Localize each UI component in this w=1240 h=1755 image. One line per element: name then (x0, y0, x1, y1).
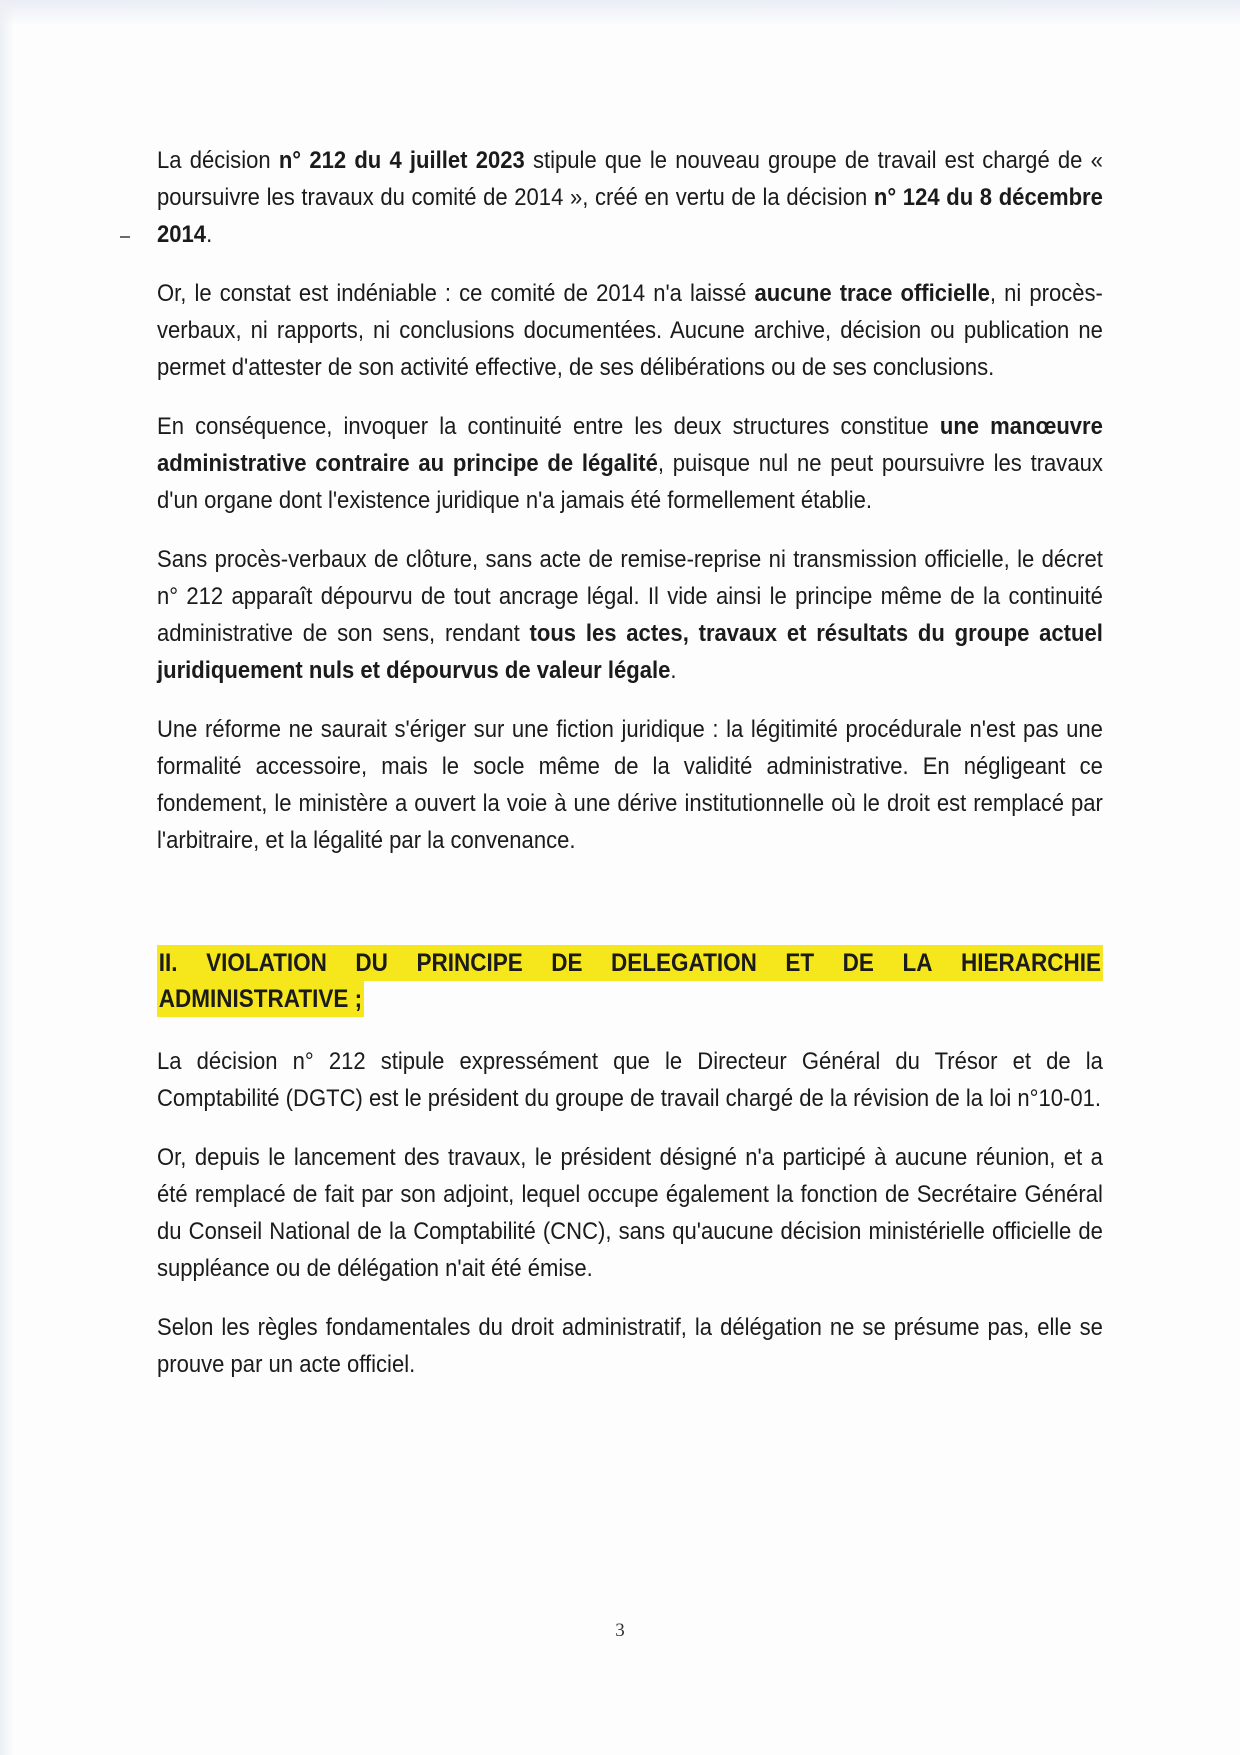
section-delegation (157, 1043, 1103, 1383)
section-legality (157, 142, 1103, 859)
page-number: 3 (615, 1620, 625, 1641)
bold-text: tous les actes, travaux et résultats du groupe actuel juridiquement nuls et dépourvus de valeur légale (157, 620, 1103, 684)
paragraph-p4 (157, 541, 1103, 689)
text-run: Sans procès-verbaux de clôture, sans acte de remise-reprise ni transmission officielle, le décret n° 212 apparaît dépourvu de tout ancrage légal. Il vide ainsi le principe même de la continuité administrative de son sens, rendant (157, 546, 1103, 647)
scan-left-shadow (0, 0, 14, 1755)
paragraph-p5 (157, 711, 1103, 859)
text-run: Selon les règles fondamentales du droit administratif, la délégation ne se présume pas, elle se prouve par un acte officiel. (157, 1314, 1103, 1378)
heading-word: DE (842, 949, 874, 977)
text-run: , ni procès-verbaux, ni rapports, ni conclusions documentées. Aucune archive, décision ou publication ne permet d'attester de son activité effective, de ses délibérations ou de ses conclusions. (157, 280, 1103, 381)
text-run: Or, le constat est indéniable : ce comité de 2014 n'a laissé (157, 280, 755, 307)
bold-text: n° 212 du 4 juillet 2023 (278, 147, 525, 174)
paragraph-p1 (157, 142, 1103, 253)
heading-word: DELEGATION (611, 949, 757, 977)
bold-text: aucune trace officielle (754, 280, 990, 307)
bold-text: une manœuvre administrative contraire au principe de légalité (157, 413, 1103, 477)
text-run: . (206, 221, 213, 248)
text-run: Une réforme ne saurait s'ériger sur une fiction juridique : la légitimité procédurale n'est pas une formalité accessoire, mais le socle même de la validité administrative. En négligeant ce fondement, le ministère a ouvert la voie à une dérive institutionnelle où le droit est remplacé par l'arbitraire, et la légalité par la convenance. (157, 716, 1103, 854)
paragraph-p2 (157, 275, 1103, 386)
heading-word: PRINCIPE (416, 949, 523, 977)
section-heading-line2: ADMINISTRATIVE ; (157, 981, 364, 1017)
scan-top-shadow (0, 0, 1240, 26)
section-heading (157, 945, 1103, 1017)
text-run: En conséquence, invoquer la continuité entre les deux structures constitue (157, 413, 940, 440)
text-run: Or, depuis le lancement des travaux, le président désigné n'a participé à aucune réunion, et a été remplacé de fait par son adjoint, lequel occupe également la fonction de Secrétaire Général du Conseil National de la Comptabilité (CNC), sans qu'aucune décision ministérielle officielle de suppléance ou de délégation n'ait été émise. (157, 1144, 1103, 1282)
text-run: La décision (157, 147, 279, 174)
paragraph-p3 (157, 408, 1103, 519)
heading-word: DE (551, 949, 583, 977)
text-run: . (670, 657, 677, 684)
heading-word: DU (355, 949, 388, 977)
heading-word: LA (902, 949, 933, 977)
paragraph-p7 (157, 1139, 1103, 1287)
heading-word: ET (785, 949, 815, 977)
text-run: , puisque nul ne peut poursuivre les travaux d'un organe dont l'existence juridique n'a jamais été formellement établie. (157, 450, 1103, 514)
page-content (157, 142, 1103, 1405)
text-run: stipule que le nouveau groupe de travail est chargé de « poursuivre les travaux du comité de 2014 », créé en vertu de la décision (157, 147, 1103, 211)
section-heading-line1 (157, 945, 1103, 981)
heading-word: HIERARCHIE (960, 949, 1101, 977)
text-run: La décision n° 212 stipule expressément que le Directeur Général du Trésor et de la Comptabilité (DGTC) est le président du groupe de travail chargé de la révision de la loi n°10-01. (157, 1048, 1103, 1112)
bold-text: n° 124 du 8 décembre 2014 (157, 184, 1103, 248)
heading-word: VIOLATION (206, 949, 327, 977)
paragraph-p6 (157, 1043, 1103, 1117)
heading-word: II. (158, 949, 178, 977)
paragraph-p8 (157, 1309, 1103, 1383)
margin-mark (120, 236, 130, 238)
